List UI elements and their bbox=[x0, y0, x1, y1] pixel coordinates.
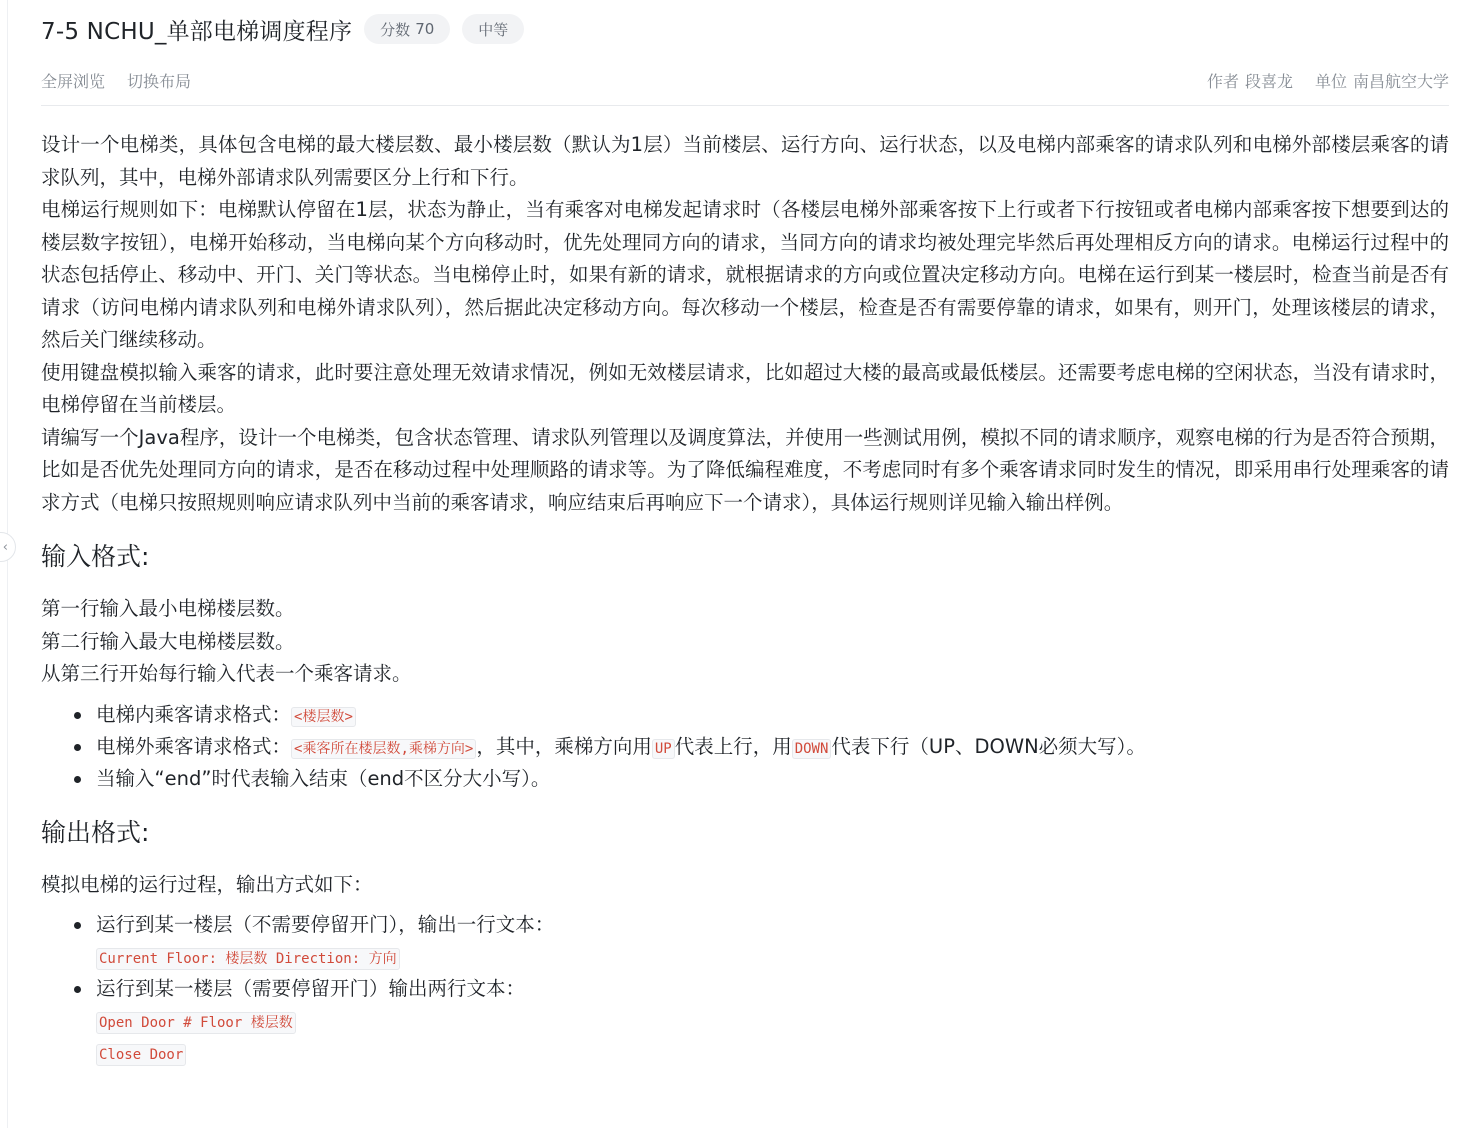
inline-code: UP bbox=[652, 739, 675, 759]
inline-code: <楼层数> bbox=[291, 707, 356, 727]
description-paragraph: 电梯运行规则如下：电梯默认停留在1层，状态为静止，当有乘客对电梯发起请求时（各楼层电梯外部乘客按下上行或者下行按钮或者电梯内部乘客按下想要到达的楼层数字按钮），电梯开始移动，当电梯向某个方向移动时，优先处理同方向的请求，当同方向的请求均被处理完毕然后再处理相反方向的请求。电梯运行过程中的状态包括停止、移动中、开门、关门等状态。当电梯停止时，如果有新的请求，就根据请求的方向或位置决定移动方向。电梯在运行到某一楼层时，检查当前是否有请求（访问电梯内请求队列和电梯外请求队列），然后据此决定移动方向。每次移动一个楼层，检查是否有需要停靠的请求，如果有，则开门，处理该楼层的请求，然后关门继续移动。 bbox=[41, 198, 1449, 351]
unit-info bbox=[1315, 69, 1449, 92]
score-value: 70 bbox=[415, 20, 435, 38]
problem-container bbox=[41, 0, 1449, 1069]
fullscreen-link[interactable]: 全屏浏览 bbox=[41, 72, 106, 91]
switch-layout-link[interactable]: 切换布局 bbox=[127, 72, 192, 91]
score-label: 分数 bbox=[380, 20, 411, 39]
description-paragraph: 设计一个电梯类，具体包含电梯的最大楼层数、最小楼层数（默认为1层）当前楼层、运行方向、运行状态，以及电梯内部乘客的请求队列和电梯外部楼层乘客的请求队列，其中，电梯外部请求队列需要区分上行和下行。 bbox=[41, 133, 1449, 189]
difficulty-badge: 中等 bbox=[462, 14, 524, 44]
list-item: 电梯外乘客请求格式： <乘客所在楼层数,乘梯方向> ，其中，乘梯方向用 UP 代表上行，用 DOWN 代表下行（UP、DOWN必须大写）。 bbox=[41, 731, 1449, 763]
author-name: 段喜龙 bbox=[1244, 72, 1293, 91]
chevron-left-icon: ‹ bbox=[2, 539, 8, 555]
output-format-list bbox=[41, 909, 1449, 1069]
list-item: 运行到某一楼层（需要停留开门）输出两行文本： Open Door # Floor 楼层数 Close Door bbox=[41, 973, 1449, 1069]
output-format-heading: 输出格式: bbox=[41, 817, 150, 847]
code-line: Current Floor: 楼层数 Direction: 方向 bbox=[96, 948, 400, 970]
author-info bbox=[1207, 69, 1293, 92]
code-line: Close Door bbox=[96, 1044, 186, 1066]
unit-label: 单位 bbox=[1314, 72, 1347, 91]
meta-row bbox=[41, 56, 1449, 106]
input-line: 第二行输入最大电梯楼层数。 bbox=[41, 629, 295, 653]
inline-code: DOWN bbox=[792, 739, 832, 759]
author-label: 作者 bbox=[1206, 72, 1239, 91]
title-row bbox=[41, 0, 1449, 56]
input-line: 第一行输入最小电梯楼层数。 bbox=[41, 597, 295, 620]
collapse-sidebar-button[interactable] bbox=[0, 532, 16, 562]
output-intro: 模拟电梯的运行过程，输出方式如下： bbox=[41, 872, 373, 896]
code-line: Open Door # Floor 楼层数 bbox=[96, 1012, 296, 1034]
description-paragraph: 使用键盘模拟输入乘客的请求，此时要注意处理无效请求情况，例如无效楼层请求，比如超过大楼的最高或最低楼层。还需要考虑电梯的空闲状态，当没有请求时，电梯停留在当前楼层。 bbox=[41, 360, 1449, 416]
score-badge bbox=[364, 14, 450, 44]
left-sidebar-rail bbox=[0, 0, 8, 1128]
description-paragraph: 请编写一个Java程序，设计一个电梯类，包含状态管理、请求队列管理以及调度算法，并使用一些测试用例，模拟不同的请求顺序，观察电梯的行为是否符合预期，比如是否优先处理同方向的请求，是否在移动过程中处理顺路的请求等。为了降低编程难度，不考虑同时有多个乘客请求同时发生的情况，即采用串行处理乘客的请求方式（电梯只按照规则响应请求队列中当前的乘客请求，响应结束后再响应下一个请求），具体运行规则详见输入输出样例。 bbox=[41, 425, 1449, 514]
list-item: 电梯内乘客请求格式： <楼层数> bbox=[41, 699, 1449, 731]
input-format-list bbox=[41, 699, 1449, 795]
problem-content bbox=[41, 106, 1449, 1069]
list-item: 当输入“end”时代表输入结束（end不区分大小写）。 bbox=[41, 763, 1449, 795]
list-item: 运行到某一楼层（不需要停留开门），输出一行文本： Current Floor: 楼层数 Direction: 方向 bbox=[41, 909, 1449, 973]
input-format-heading: 输入格式: bbox=[41, 542, 150, 571]
problem-title: 7-5 NCHU_单部电梯调度程序 bbox=[41, 18, 353, 45]
unit-name: 南昌航空大学 bbox=[1352, 72, 1449, 91]
inline-code: <乘客所在楼层数,乘梯方向> bbox=[291, 739, 476, 759]
input-line: 从第三行开始每行输入代表一个乘客请求。 bbox=[41, 662, 412, 685]
